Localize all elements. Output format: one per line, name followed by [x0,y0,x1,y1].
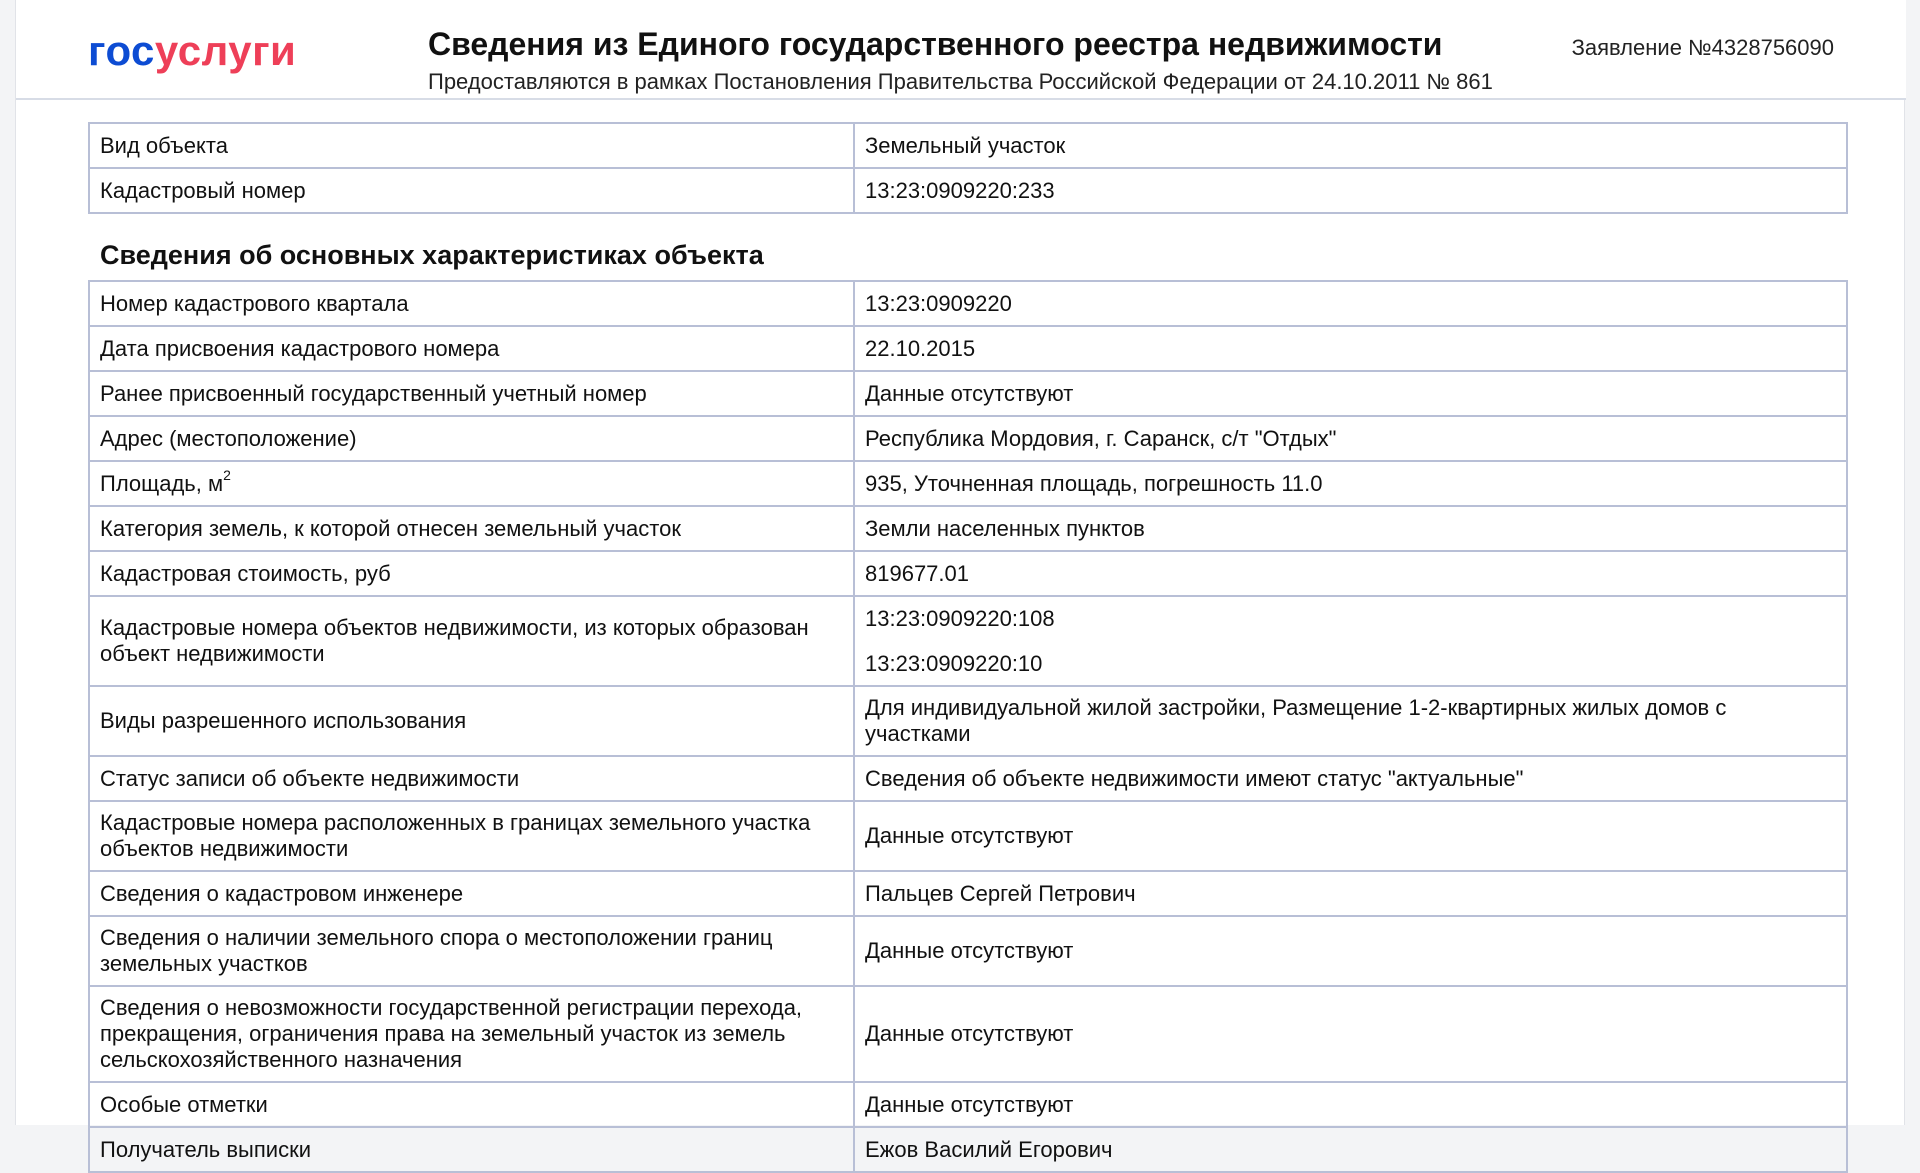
table-row [89,168,1847,213]
table-row [89,416,1847,461]
row-value: Данные отсутствуют [854,801,1847,871]
table-row [89,756,1847,801]
table-row [89,506,1847,551]
table-row [89,596,1847,686]
cadastral-number-item: 13:23:0909220:108 [865,605,1055,631]
row-value: Земли населенных пунктов [854,506,1847,551]
row-label: Адрес (местоположение) [89,416,854,461]
request-number: Заявление №4328756090 [1571,35,1834,60]
row-label: Сведения о кадастровом инженере [89,871,854,916]
row-label: Виды разрешенного использования [89,686,854,756]
table-row [89,686,1847,756]
row-value: Земельный участок [854,123,1847,168]
area-label-text: Площадь, м [100,470,224,496]
area-unit-superscript: 2 [223,467,231,484]
row-value: Республика Мордовия, г. Саранск, с/т "Отдых" [854,416,1847,461]
row-label: Кадастровая стоимость, руб [89,551,854,596]
table-row [89,371,1847,416]
row-label [89,461,854,506]
table-row [89,551,1847,596]
row-value: 819677.01 [854,551,1847,596]
cadastral-number-item: 13:23:0909220:10 [865,650,1043,676]
row-label: Особые отметки [89,1082,854,1127]
logo-part-gos: гос [88,27,155,74]
row-value: Данные отсутствуют [854,371,1847,416]
row-label: Вид объекта [89,123,854,168]
logo-part-uslugi: услуги [154,27,297,74]
row-value: Данные отсутствуют [854,916,1847,986]
row-label: Ранее присвоенный государственный учетный номер [89,371,854,416]
row-label: Номер кадастрового квартала [89,281,854,326]
row-value: Данные отсутствуют [854,1082,1847,1127]
row-value: Сведения об объекте недвижимости имеют статус "актуальные" [854,756,1847,801]
document-page [15,0,1905,1162]
document-title: Сведения из Единого государственного реестра недвижимости [428,26,1443,62]
table-row [89,916,1847,986]
row-value: 22.10.2015 [854,326,1847,371]
row-label: Категория земель, к которой отнесен земельный участок [89,506,854,551]
table-row [89,123,1847,168]
characteristics-table [88,280,1848,1173]
table-row [89,281,1847,326]
row-value: 13:23:0909220 [854,281,1847,326]
table-row [89,801,1847,871]
row-value: Пальцев Сергей Петрович [854,871,1847,916]
document-header [16,0,1906,100]
row-value: Для индивидуальной жилой застройки, Размещение 1-2-квартирных жилых домов с участками [854,686,1847,756]
row-label: Дата присвоения кадастрового номера [89,326,854,371]
row-label: Статус записи об объекте недвижимости [89,756,854,801]
document-subtitle: Предоставляются в рамках Постановления Правительства Российской Федерации от 24.10.2011 № 861 [428,69,1493,94]
table-row [89,871,1847,916]
section-title: Сведения об основных характеристиках объекта [100,240,764,270]
row-label: Кадастровые номера объектов недвижимости, из которых образован объект недвижимости [89,596,854,686]
row-label: Сведения о невозможности государственной регистрации перехода, прекращения, ограничения права на земельный участок из земель сельскохозяйственного назначения [89,986,854,1082]
table-row [89,1127,1847,1172]
row-value: Данные отсутствуют [854,986,1847,1082]
document-content [88,122,1846,1173]
row-label: Кадастровый номер [89,168,854,213]
table-row [89,461,1847,506]
row-label: Кадастровые номера расположенных в границах земельного участка объектов недвижимости [89,801,854,871]
row-value: 13:23:0909220:233 [854,168,1847,213]
row-label: Получатель выписки [89,1127,854,1172]
row-value: 935, Уточненная площадь, погрешность 11.0 [854,461,1847,506]
row-value: Ежов Василий Егорович [854,1127,1847,1172]
row-label: Сведения о наличии земельного спора о местоположении границ земельных участков [89,916,854,986]
gosuslugi-logo[interactable] [88,24,296,78]
row-value-list [854,596,1847,686]
object-table [88,122,1848,214]
table-row [89,986,1847,1082]
table-row [89,1082,1847,1127]
table-row [89,326,1847,371]
